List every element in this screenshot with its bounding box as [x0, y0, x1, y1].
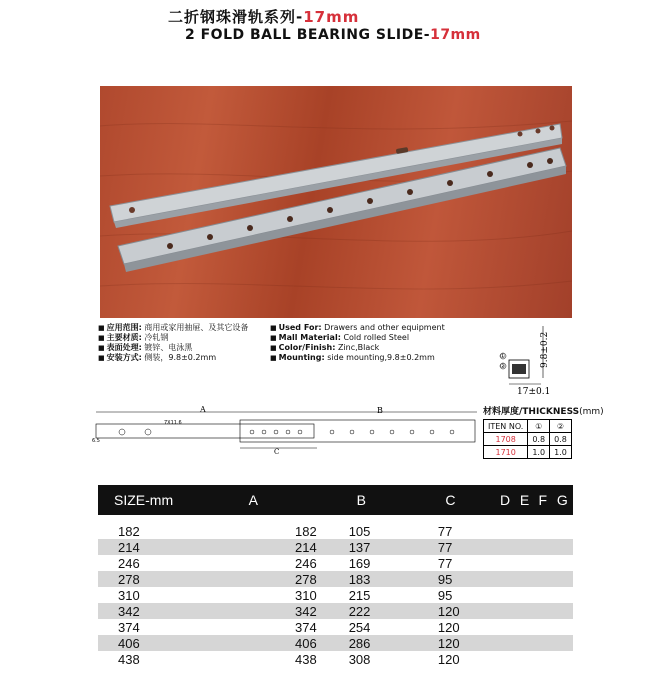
table-row: 278 278 183 95 [98, 571, 573, 587]
specs-chinese [98, 323, 248, 363]
title-english [185, 27, 481, 43]
thickness-table [483, 419, 572, 459]
table-row: 374 374 254 120 [98, 619, 573, 635]
title-chinese-prefix: 二折钢珠滑轨系列- [168, 8, 304, 26]
dim-label-a: A [200, 406, 206, 414]
table-row: 310 310 215 95 [98, 587, 573, 603]
title-english-size: 17mm [430, 27, 481, 43]
profile-mark1: ① [500, 353, 506, 360]
table-row: 342 342 222 120 [98, 603, 573, 619]
table-spacer [98, 515, 573, 523]
specs-english [270, 323, 445, 363]
size-table-header: SIZE-mm A B C D E F G [98, 485, 573, 515]
spec-row: ■ 应用范围: 商用或家用抽屉、及其它设备 [98, 323, 249, 332]
table-row: 246 246 169 77 [98, 555, 573, 571]
thickness-title: 材料厚度/THICKNESS(mm) [483, 407, 604, 417]
profile-drawing [495, 320, 575, 400]
profile-height-label: 9.8±0.2 [540, 331, 550, 368]
spec-row: ■ Mall Material: Cold rolled Steel [270, 333, 410, 342]
slide-rails-illustration [100, 86, 572, 318]
spec-row: ■ 安装方式: 侧装，9.8±0.2mm [98, 353, 217, 362]
title-english-prefix: 2 FOLD BALL BEARING SLIDE- [185, 27, 431, 43]
drawing-note-small: 6.5 [92, 438, 100, 444]
drawing-note: 7X11.6 [164, 420, 182, 426]
table-row: 214 214 137 77 [98, 539, 573, 555]
thickness-table-block [483, 404, 604, 459]
dim-label-c: C [274, 448, 280, 456]
thickness-row: 1710 1.0 1.0 [484, 446, 572, 459]
title-chinese [168, 6, 359, 27]
profile-mark2: ② [500, 363, 506, 370]
technical-drawing [92, 406, 477, 456]
spec-row: ■ 主要材质: 冷轧钢 [98, 333, 169, 342]
title-chinese-size: 17mm [303, 8, 360, 26]
product-photo [100, 86, 572, 318]
dim-label-b: B [377, 406, 383, 415]
spec-row: ■ Used For: Drawers and other equipment [270, 323, 445, 332]
table-row: 438 438 308 120 [98, 651, 573, 667]
thickness-row: 1708 0.8 0.8 [484, 433, 572, 446]
table-row: 182 182 105 77 [98, 523, 573, 539]
table-row: 406 406 286 120 [98, 635, 573, 651]
size-table [98, 485, 573, 667]
spec-row: ■ Mounting: side mounting,9.8±0.2mm [270, 353, 435, 362]
profile-width-label: 17±0.1 [517, 387, 551, 397]
spec-row: ■ 表面处理: 镀锌、电泳黑 [98, 343, 193, 352]
thickness-header-row: ITEN NO. ① ② [484, 420, 572, 433]
spec-row: ■ Color/Finish: Zinc,Black [270, 343, 380, 352]
